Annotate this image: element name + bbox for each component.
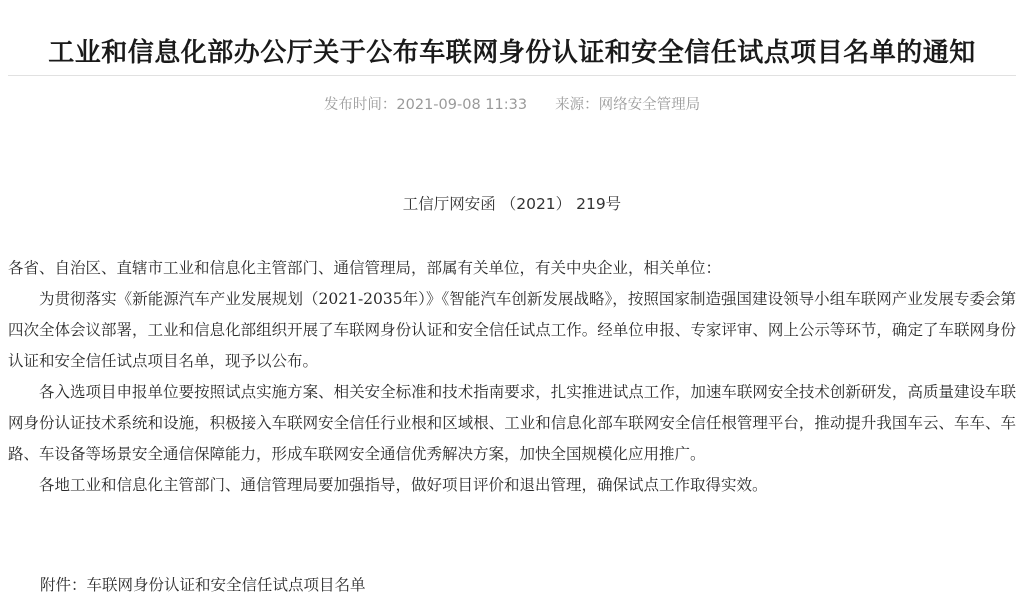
attachment-link[interactable]: 附件：车联网身份认证和安全信任试点项目名单	[40, 576, 366, 594]
article-title: 工业和信息化部办公厅关于公布车联网身份认证和安全信任试点项目名单的通知	[48, 38, 976, 69]
publish-time: 2021-09-08 11:33	[396, 97, 528, 113]
source-name[interactable]: 网络安全管理局	[598, 97, 701, 113]
document-number: 工信厅网安函 （2021） 219号	[402, 195, 622, 213]
body-paragraph: 各入选项目申报单位要按照试点实施方案、相关安全标准和技术指南要求，扎实推进试点工作，加速车联网安全技术创新研发，高质量建设车联网身份认证技术系统和设施，积极接入车联网安全信任行业根和区域根、工业和信息化部车联网安全信任根管理平台，推动提升我国车云、车车、车路、车设备等场景安全通信保障能力，形成车联网安全通信优秀解决方案，加快全国规模化应用推广。	[8, 383, 1016, 463]
article-body	[8, 253, 1016, 501]
source-label: 来源：	[555, 97, 599, 113]
article-meta	[0, 94, 1024, 116]
body-paragraph: 各地工业和信息化主管部门、通信管理局要加强指导，做好项目评价和退出管理，确保试点工作取得实效。	[39, 476, 768, 494]
body-paragraph: 为贯彻落实《新能源汽车产业发展规划（2021-2035年）》《智能汽车创新发展战略》，按照国家制造强国建设领导小组车联网产业发展专委会第四次全体会议部署，工业和信息化部组织开展了车联网身份认证和安全信任试点工作。经单位申报、专家评审、网上公示等环节，确定了车联网身份认证和安全信任试点项目名单，现予以公布。	[8, 290, 1016, 370]
title-divider	[8, 75, 1016, 76]
salutation: 各省、自治区、直辖市工业和信息化主管部门、通信管理局，部属有关单位，有关中央企业，相关单位：	[8, 259, 722, 277]
publish-time-label: 发布时间：	[323, 97, 397, 113]
